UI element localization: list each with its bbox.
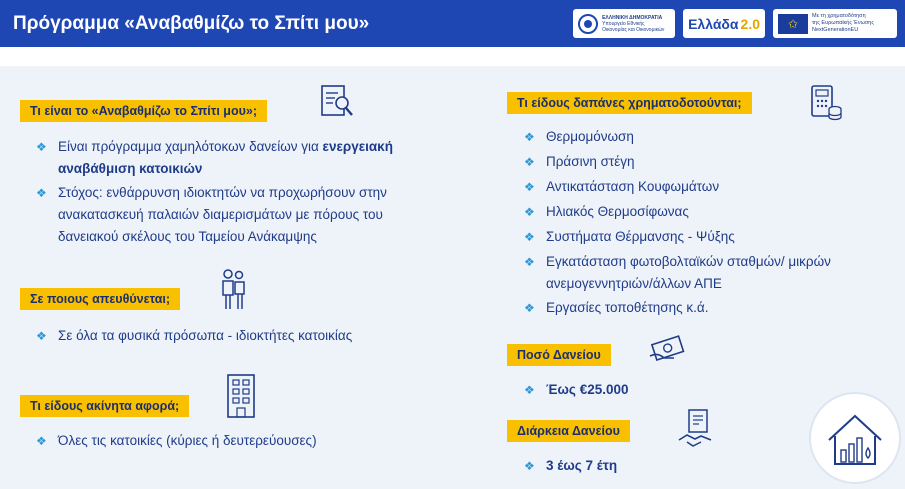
list-item: ❖ Συστήματα Θέρμανσης - Ψύξης bbox=[524, 226, 735, 248]
contract-handshake-icon bbox=[677, 408, 715, 450]
banknote-hand-icon bbox=[648, 334, 688, 364]
loan-duration-value: 3 έως 7 έτη bbox=[546, 458, 618, 473]
greece20-logo bbox=[683, 9, 765, 38]
list-item bbox=[524, 379, 629, 401]
gov-logo-line1: ΕΛΛΗΝΙΚΗ ΔΗΜΟΚΡΑΤΙΑ bbox=[602, 14, 663, 21]
energy-house-icon bbox=[811, 394, 899, 482]
list-item: ❖ Εγκατάσταση φωτοβολταϊκών σταθμών/ μικρών ανεμογεννητριών/άλλων ΑΠΕ bbox=[524, 251, 831, 295]
list-item: ❖ Πράσινη στέγη bbox=[524, 151, 635, 173]
apartment-building-icon bbox=[225, 373, 257, 419]
header-bar bbox=[0, 0, 905, 47]
list-item: ❖ Εργασίες τοποθέτησης κ.ά. bbox=[524, 297, 708, 319]
list-item: ❖ Θερμομόνωση bbox=[524, 126, 634, 148]
bullet-icon: ❖ bbox=[524, 301, 535, 315]
property-heading: Τι είδους ακίνητα αφορά; bbox=[20, 395, 189, 417]
hellenic-seal-icon bbox=[578, 14, 598, 34]
list-item: ❖ Στόχος: ενθάρρυνση ιδιοκτητών να προχωρήσουν στην ανακατασκευή παλαιών διαμερισμάτων με πόρους του δανειακού σκέλους του Ταμείου Ανάκαμψης bbox=[36, 182, 387, 248]
greek-government-logo bbox=[573, 9, 675, 38]
bullet-icon: ❖ bbox=[524, 255, 535, 269]
bullet-icon: ❖ bbox=[524, 383, 535, 397]
eu-flag-icon: ✩ bbox=[778, 14, 808, 34]
list-item: ❖ Όλες τις κατοικίες (κύριες ή δευτερεύουσες) bbox=[36, 430, 317, 452]
list-item: ❖ Ηλιακός Θερμοσίφωνας bbox=[524, 201, 689, 223]
bullet-icon: ❖ bbox=[524, 180, 535, 194]
eu-logo-line2: της Ευρωπαϊκής Ένωσης bbox=[812, 20, 874, 26]
bullet-icon: ❖ bbox=[36, 186, 47, 200]
list-item: ❖ Σε όλα τα φυσικά πρόσωπα - ιδιοκτήτες κατοικίας bbox=[36, 325, 352, 347]
bullet-icon: ❖ bbox=[524, 155, 535, 169]
greece20-number: 2.0 bbox=[740, 15, 760, 32]
bullet-icon: ❖ bbox=[524, 205, 535, 219]
what-is-heading: Τι είναι το «Αναβαθμίζω το Σπίτι μου»; bbox=[20, 100, 267, 122]
eu-logo bbox=[773, 9, 897, 38]
calculator-coins-icon bbox=[810, 84, 842, 122]
list-item: ❖ Αντικατάσταση Κουφωμάτων bbox=[524, 176, 719, 198]
bullet-icon: ❖ bbox=[524, 459, 535, 473]
loan-duration-heading: Διάρκεια Δανείου bbox=[507, 420, 630, 442]
partner-logos bbox=[573, 9, 897, 38]
house-energy-badge bbox=[809, 392, 901, 484]
bullet-icon: ❖ bbox=[36, 329, 47, 343]
greece20-text: Ελλάδα bbox=[688, 15, 739, 32]
bullet-icon: ❖ bbox=[36, 140, 47, 154]
list-item bbox=[524, 455, 617, 477]
loan-amount-heading: Ποσό Δανείου bbox=[507, 344, 611, 366]
eu-logo-line3: NextGenerationEU bbox=[812, 27, 859, 33]
list-item: ❖ Είναι πρόγραμμα χαμηλότοκων δανείων για ενεργειακή αναβάθμιση κατοικιών bbox=[36, 136, 393, 180]
header-band bbox=[0, 47, 905, 66]
expenses-heading: Τι είδους δαπάνες χρηματοδοτούνται; bbox=[507, 92, 752, 114]
document-search-icon bbox=[318, 83, 356, 121]
bullet-icon: ❖ bbox=[524, 230, 535, 244]
family-icon bbox=[218, 267, 248, 311]
bullet-icon: ❖ bbox=[524, 130, 535, 144]
loan-amount-value: Έως €25.000 bbox=[546, 382, 629, 397]
who-heading: Σε ποιους απευθύνεται; bbox=[20, 288, 180, 310]
bullet-icon: ❖ bbox=[36, 434, 47, 448]
eu-logo-line1: Με τη χρηματοδότηση bbox=[812, 13, 866, 19]
gov-logo-line2: Υπουργείο Εθνικής Οικονομίας και Οικονομικών bbox=[602, 20, 665, 33]
page-title: Πρόγραμμα «Αναβαθμίζω το Σπίτι μου» bbox=[13, 12, 370, 34]
